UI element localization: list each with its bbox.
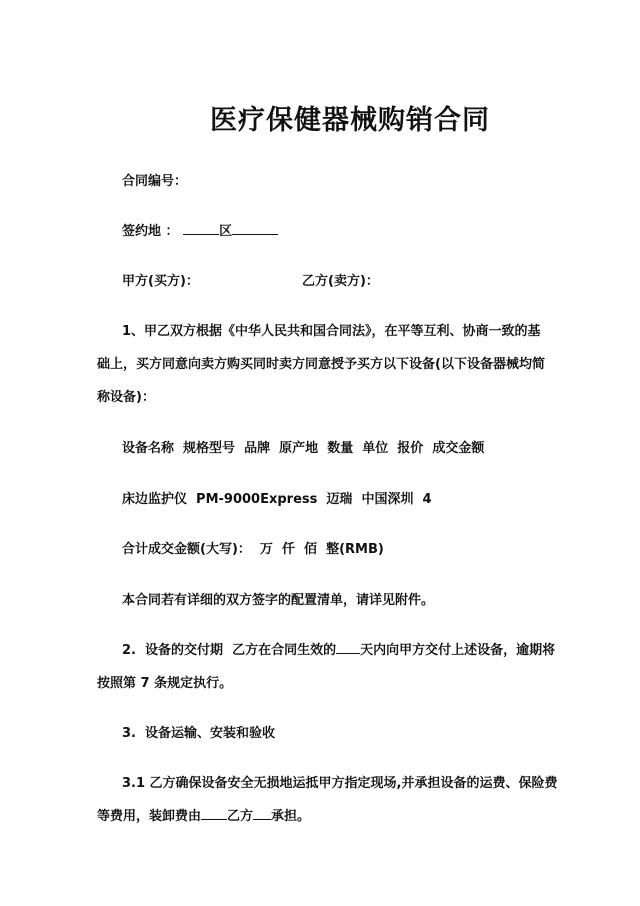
unloading-blank-1 [201,807,227,820]
sign-place-district: 区 [219,224,233,239]
unloading-blank-2 [253,807,271,820]
clause1-line3 [97,386,155,405]
clause3-1-text-2b: 乙方 [227,809,254,824]
clause2-text-1b: 天内向甲方交付上述设备，逾期将 [360,643,556,658]
clause3-1-text-1: 3.1 乙方确保设备安全无损地运抵甲方指定现场,并承担设备的运费、保险费 [122,776,558,791]
attachment-note-text: 本合同若有详细的双方签字的配置清单，请详见附件。 [122,593,435,608]
total-amount-line [122,538,384,557]
clause3-heading [122,722,275,741]
clause2-line2 [97,672,232,691]
clause2-line1 [122,639,555,658]
clause3-1-text-2c: 承担。 [271,809,311,824]
delivery-days-blank [336,641,360,654]
clause1-line2 [97,353,545,372]
sign-place-blank-1 [183,222,219,235]
party-b-label: 乙方(卖方)： [302,274,379,289]
clause1-text-1: 1、甲乙双方根据《中华人民共和国合同法》，在平等互利、协商一致的基 [122,324,541,339]
party-b-line [302,270,379,289]
contract-number-label: 合同编号： [122,174,188,189]
clause2-text-2: 按照第 7 条规定执行。 [97,676,233,691]
equipment-table-header [122,437,484,456]
document-title: 医疗保健器械购销合同 [210,105,490,136]
equipment-table-row [122,488,432,507]
sign-place-label: 签约地 ： [122,224,179,239]
attachment-note-line [122,589,434,608]
clause1-line1 [122,320,541,339]
sign-place-blank-2 [232,222,278,235]
clause1-text-3: 称设备)： [97,390,155,405]
clause3-1-text-2a: 等费用，装卸费由 [97,809,202,824]
equipment-table-row-text: 床边监护仪 PM-9000Express 迈瑞 中国深圳 4 [122,492,432,507]
party-a-label: 甲方(买方)： [122,274,199,289]
total-amount-text: 合计成交金额(大写)： 万 仟 佰 整(RMB) [122,542,384,557]
equipment-table-header-text: 设备名称 规格型号 品牌 原产地 数量 单位 报价 成交金额 [122,441,485,456]
clause3-1-line1 [122,772,558,791]
party-a-line [122,270,199,289]
clause2-text-1a: 2. 设备的交付期 乙方在合同生效的 [122,643,337,658]
sign-place-line [122,220,278,239]
clause3-1-line2 [97,805,310,824]
contract-number-line [122,170,187,189]
clause1-text-2: 础上，买方同意向卖方购买同时卖方同意授予买方以下设备(以下设备器械均简 [97,357,545,372]
clause3-heading-text: 3. 设备运输、安装和验收 [122,726,276,741]
